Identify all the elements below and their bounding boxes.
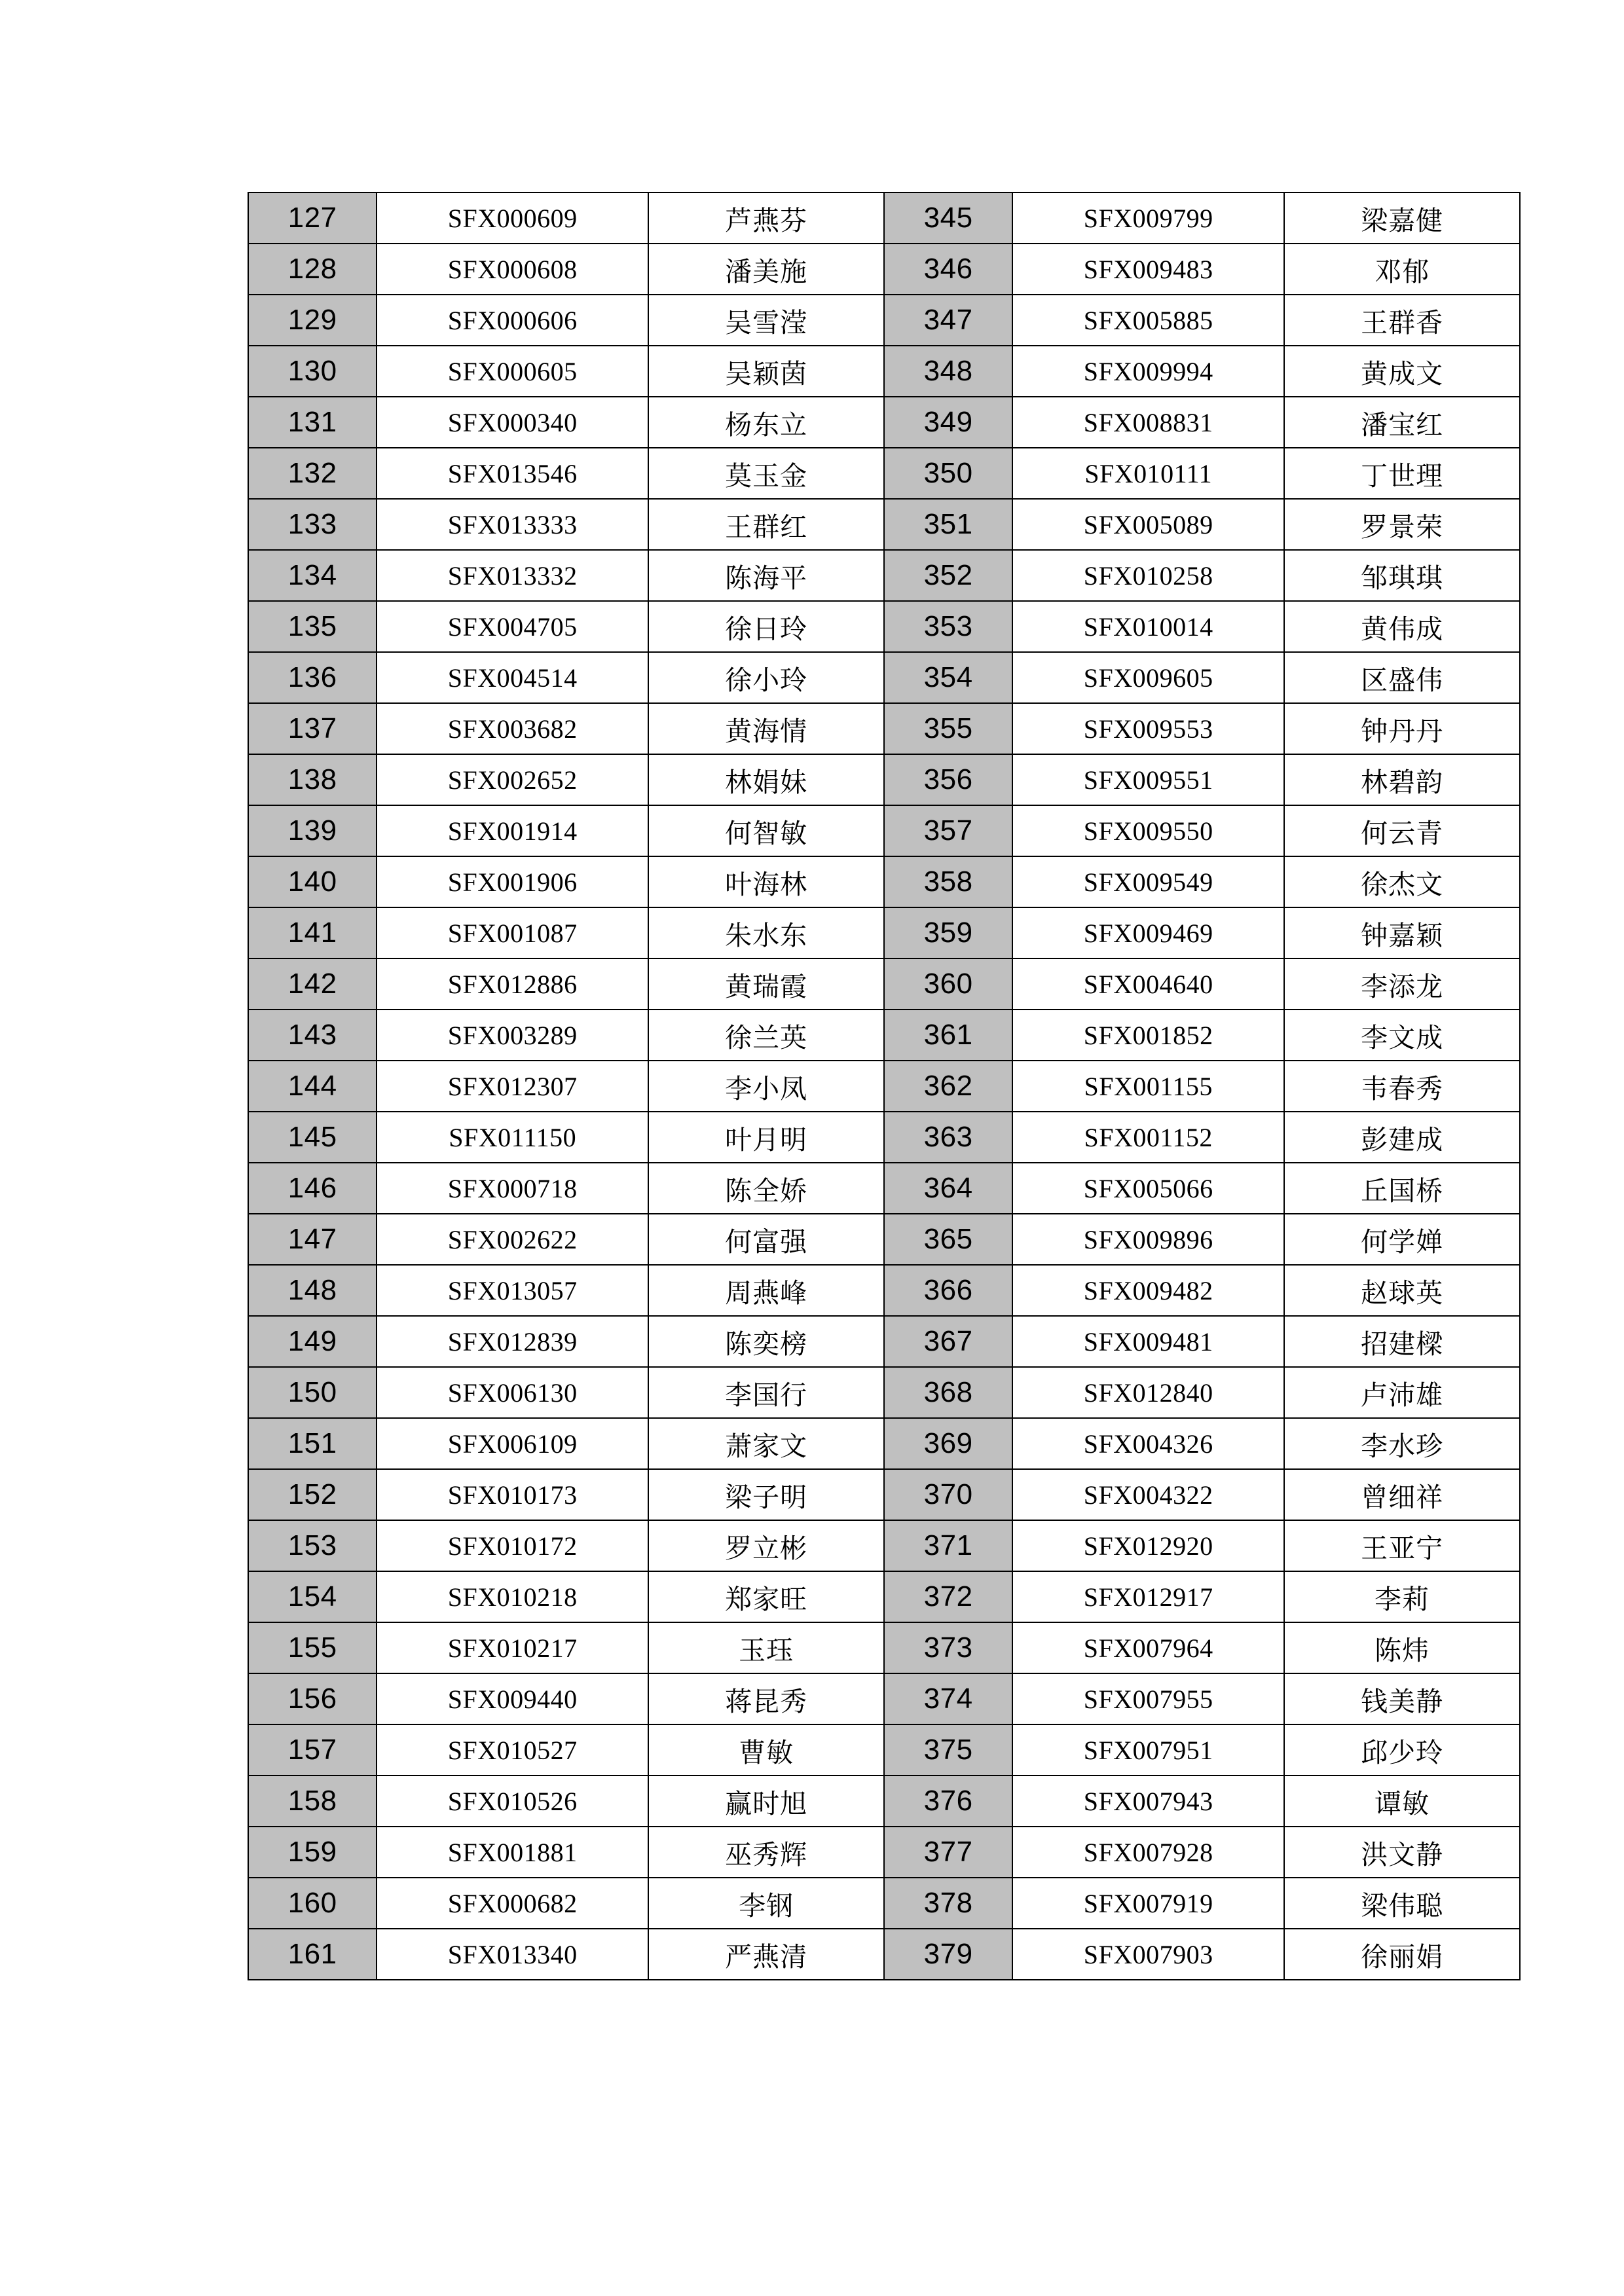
- table-row: [248, 958, 1520, 1010]
- row-name-cell-left: 陈全娇: [648, 1163, 884, 1214]
- row-name-cell-left: 黄海情: [648, 703, 884, 754]
- row-code-cell-right: SFX004640: [1012, 958, 1284, 1010]
- row-index-cell-left: 149: [248, 1316, 377, 1367]
- row-name-cell-left: 朱水东: [648, 907, 884, 958]
- row-code-cell-left: SFX000606: [377, 295, 648, 346]
- row-name-cell-right: 彭建成: [1284, 1112, 1520, 1163]
- row-index-cell-left: 159: [248, 1827, 377, 1878]
- row-name-cell-right: 钱美静: [1284, 1673, 1520, 1724]
- row-name-cell-left: 王群红: [648, 499, 884, 550]
- row-code-cell-right: SFX007919: [1012, 1878, 1284, 1929]
- row-index-cell-left: 128: [248, 244, 377, 295]
- row-code-cell-right: SFX009549: [1012, 856, 1284, 907]
- row-name-cell-right: 邱少玲: [1284, 1724, 1520, 1776]
- row-code-cell-right: SFX005885: [1012, 295, 1284, 346]
- table-row: [248, 1163, 1520, 1214]
- table-row: [248, 856, 1520, 907]
- row-index-cell-right: 353: [884, 601, 1012, 652]
- row-index-cell-left: 134: [248, 550, 377, 601]
- row-index-cell-left: 160: [248, 1878, 377, 1929]
- row-name-cell-left: 曹敏: [648, 1724, 884, 1776]
- row-code-cell-left: SFX004514: [377, 652, 648, 703]
- row-code-cell-right: SFX009896: [1012, 1214, 1284, 1265]
- row-name-cell-left: 萧家文: [648, 1418, 884, 1469]
- table-row: [248, 1010, 1520, 1061]
- row-index-cell-left: 133: [248, 499, 377, 550]
- table-row: [248, 652, 1520, 703]
- row-code-cell-right: SFX009481: [1012, 1316, 1284, 1367]
- table-row: [248, 1622, 1520, 1673]
- row-name-cell-right: 潘宝红: [1284, 397, 1520, 448]
- table-row: [248, 499, 1520, 550]
- row-code-cell-left: SFX011150: [377, 1112, 648, 1163]
- row-code-cell-right: SFX009482: [1012, 1265, 1284, 1316]
- row-name-cell-left: 赢时旭: [648, 1776, 884, 1827]
- row-name-cell-right: 李添龙: [1284, 958, 1520, 1010]
- row-name-cell-right: 何云青: [1284, 805, 1520, 856]
- row-index-cell-left: 136: [248, 652, 377, 703]
- row-index-cell-right: 365: [884, 1214, 1012, 1265]
- row-index-cell-right: 355: [884, 703, 1012, 754]
- row-name-cell-right: 曾细祥: [1284, 1469, 1520, 1520]
- row-index-cell-right: 356: [884, 754, 1012, 805]
- row-index-cell-right: 348: [884, 346, 1012, 397]
- row-index-cell-left: 153: [248, 1520, 377, 1571]
- row-code-cell-right: SFX007903: [1012, 1929, 1284, 1980]
- row-name-cell-left: 李小凤: [648, 1061, 884, 1112]
- row-index-cell-right: 375: [884, 1724, 1012, 1776]
- row-name-cell-right: 李水珍: [1284, 1418, 1520, 1469]
- row-code-cell-left: SFX002652: [377, 754, 648, 805]
- row-name-cell-left: 黄瑞霞: [648, 958, 884, 1010]
- row-name-cell-right: 钟嘉颖: [1284, 907, 1520, 958]
- table-row: [248, 397, 1520, 448]
- row-index-cell-left: 147: [248, 1214, 377, 1265]
- row-code-cell-left: SFX009440: [377, 1673, 648, 1724]
- table-row: [248, 192, 1520, 244]
- row-index-cell-left: 146: [248, 1163, 377, 1214]
- table-row: [248, 346, 1520, 397]
- row-index-cell-right: 376: [884, 1776, 1012, 1827]
- row-name-cell-right: 王亚宁: [1284, 1520, 1520, 1571]
- row-name-cell-right: 招建樑: [1284, 1316, 1520, 1367]
- row-code-cell-left: SFX010217: [377, 1622, 648, 1673]
- row-index-cell-left: 158: [248, 1776, 377, 1827]
- row-index-cell-left: 143: [248, 1010, 377, 1061]
- row-index-cell-right: 378: [884, 1878, 1012, 1929]
- table-row: [248, 1316, 1520, 1367]
- row-code-cell-right: SFX010111: [1012, 448, 1284, 499]
- row-index-cell-left: 156: [248, 1673, 377, 1724]
- row-index-cell-left: 155: [248, 1622, 377, 1673]
- row-index-cell-left: 138: [248, 754, 377, 805]
- row-index-cell-right: 370: [884, 1469, 1012, 1520]
- row-name-cell-right: 邹琪琪: [1284, 550, 1520, 601]
- roster-table: [248, 192, 1521, 1980]
- row-name-cell-right: 黄成文: [1284, 346, 1520, 397]
- row-code-cell-right: SFX004326: [1012, 1418, 1284, 1469]
- row-code-cell-right: SFX009799: [1012, 192, 1284, 244]
- table-row: [248, 601, 1520, 652]
- row-name-cell-right: 李文成: [1284, 1010, 1520, 1061]
- row-name-cell-left: 林娟妹: [648, 754, 884, 805]
- table-row: [248, 1214, 1520, 1265]
- row-index-cell-right: 351: [884, 499, 1012, 550]
- row-index-cell-right: 374: [884, 1673, 1012, 1724]
- row-index-cell-left: 140: [248, 856, 377, 907]
- row-index-cell-right: 369: [884, 1418, 1012, 1469]
- row-code-cell-right: SFX001155: [1012, 1061, 1284, 1112]
- row-name-cell-left: 陈海平: [648, 550, 884, 601]
- row-code-cell-left: SFX010218: [377, 1571, 648, 1622]
- row-name-cell-left: 杨东立: [648, 397, 884, 448]
- row-code-cell-left: SFX001881: [377, 1827, 648, 1878]
- table-row: [248, 244, 1520, 295]
- row-name-cell-left: 叶海林: [648, 856, 884, 907]
- table-row: [248, 1418, 1520, 1469]
- table-row: [248, 1112, 1520, 1163]
- row-name-cell-left: 吴雪滢: [648, 295, 884, 346]
- row-index-cell-left: 161: [248, 1929, 377, 1980]
- row-code-cell-right: SFX009551: [1012, 754, 1284, 805]
- row-code-cell-right: SFX009605: [1012, 652, 1284, 703]
- row-index-cell-right: 364: [884, 1163, 1012, 1214]
- roster-table-body: [248, 192, 1520, 1980]
- row-code-cell-left: SFX010173: [377, 1469, 648, 1520]
- row-index-cell-left: 132: [248, 448, 377, 499]
- row-index-cell-left: 142: [248, 958, 377, 1010]
- row-code-cell-right: SFX007943: [1012, 1776, 1284, 1827]
- row-name-cell-left: 李钢: [648, 1878, 884, 1929]
- row-index-cell-right: 379: [884, 1929, 1012, 1980]
- row-name-cell-left: 徐日玲: [648, 601, 884, 652]
- row-code-cell-left: SFX000682: [377, 1878, 648, 1929]
- row-code-cell-right: SFX009469: [1012, 907, 1284, 958]
- table-row: [248, 550, 1520, 601]
- table-row: [248, 1061, 1520, 1112]
- row-index-cell-right: 345: [884, 192, 1012, 244]
- row-code-cell-left: SFX001914: [377, 805, 648, 856]
- row-code-cell-right: SFX009550: [1012, 805, 1284, 856]
- table-row: [248, 448, 1520, 499]
- row-index-cell-left: 131: [248, 397, 377, 448]
- row-code-cell-left: SFX010526: [377, 1776, 648, 1827]
- row-code-cell-right: SFX008831: [1012, 397, 1284, 448]
- row-code-cell-right: SFX005066: [1012, 1163, 1284, 1214]
- row-index-cell-left: 127: [248, 192, 377, 244]
- row-code-cell-right: SFX012920: [1012, 1520, 1284, 1571]
- row-index-cell-left: 150: [248, 1367, 377, 1418]
- row-name-cell-right: 黄伟成: [1284, 601, 1520, 652]
- row-index-cell-right: 349: [884, 397, 1012, 448]
- row-index-cell-right: 346: [884, 244, 1012, 295]
- table-row: [248, 754, 1520, 805]
- row-name-cell-right: 韦春秀: [1284, 1061, 1520, 1112]
- row-name-cell-left: 叶月明: [648, 1112, 884, 1163]
- row-name-cell-right: 邓郁: [1284, 244, 1520, 295]
- table-row: [248, 805, 1520, 856]
- row-code-cell-right: SFX009483: [1012, 244, 1284, 295]
- row-index-cell-left: 145: [248, 1112, 377, 1163]
- row-code-cell-right: SFX010258: [1012, 550, 1284, 601]
- row-name-cell-left: 吴颖茵: [648, 346, 884, 397]
- row-index-cell-left: 151: [248, 1418, 377, 1469]
- row-code-cell-right: SFX007928: [1012, 1827, 1284, 1878]
- table-row: [248, 1827, 1520, 1878]
- row-name-cell-left: 罗立彬: [648, 1520, 884, 1571]
- row-index-cell-right: 357: [884, 805, 1012, 856]
- table-row: [248, 1724, 1520, 1776]
- row-code-cell-left: SFX003289: [377, 1010, 648, 1061]
- row-name-cell-left: 何富强: [648, 1214, 884, 1265]
- table-row: [248, 1265, 1520, 1316]
- row-index-cell-right: 366: [884, 1265, 1012, 1316]
- row-name-cell-right: 赵球英: [1284, 1265, 1520, 1316]
- table-row: [248, 1929, 1520, 1980]
- row-index-cell-left: 135: [248, 601, 377, 652]
- row-index-cell-left: 137: [248, 703, 377, 754]
- row-name-cell-left: 巫秀辉: [648, 1827, 884, 1878]
- roster-table-container: [248, 192, 1521, 1980]
- table-row: [248, 1367, 1520, 1418]
- row-code-cell-right: SFX007964: [1012, 1622, 1284, 1673]
- row-index-cell-right: 373: [884, 1622, 1012, 1673]
- row-code-cell-right: SFX001852: [1012, 1010, 1284, 1061]
- row-code-cell-left: SFX003682: [377, 703, 648, 754]
- row-name-cell-left: 陈奕榜: [648, 1316, 884, 1367]
- row-code-cell-left: SFX006130: [377, 1367, 648, 1418]
- row-code-cell-left: SFX013333: [377, 499, 648, 550]
- row-name-cell-left: 蒋昆秀: [648, 1673, 884, 1724]
- row-name-cell-left: 徐小玲: [648, 652, 884, 703]
- row-code-cell-left: SFX000609: [377, 192, 648, 244]
- row-index-cell-left: 152: [248, 1469, 377, 1520]
- row-index-cell-right: 363: [884, 1112, 1012, 1163]
- table-row: [248, 295, 1520, 346]
- row-code-cell-left: SFX000340: [377, 397, 648, 448]
- row-name-cell-right: 何学婵: [1284, 1214, 1520, 1265]
- row-code-cell-left: SFX012886: [377, 958, 648, 1010]
- row-code-cell-right: SFX009994: [1012, 346, 1284, 397]
- row-name-cell-right: 卢沛雄: [1284, 1367, 1520, 1418]
- row-code-cell-left: SFX001906: [377, 856, 648, 907]
- row-index-cell-right: 362: [884, 1061, 1012, 1112]
- table-row: [248, 1878, 1520, 1929]
- row-name-cell-right: 徐杰文: [1284, 856, 1520, 907]
- row-index-cell-left: 129: [248, 295, 377, 346]
- row-code-cell-right: SFX012840: [1012, 1367, 1284, 1418]
- row-code-cell-left: SFX013332: [377, 550, 648, 601]
- row-name-cell-left: 梁子明: [648, 1469, 884, 1520]
- row-index-cell-right: 361: [884, 1010, 1012, 1061]
- row-index-cell-right: 354: [884, 652, 1012, 703]
- row-name-cell-left: 周燕峰: [648, 1265, 884, 1316]
- row-index-cell-left: 139: [248, 805, 377, 856]
- row-name-cell-right: 梁嘉健: [1284, 192, 1520, 244]
- table-row: [248, 703, 1520, 754]
- row-code-cell-left: SFX000605: [377, 346, 648, 397]
- row-code-cell-left: SFX001087: [377, 907, 648, 958]
- row-index-cell-right: 359: [884, 907, 1012, 958]
- row-code-cell-right: SFX007951: [1012, 1724, 1284, 1776]
- row-name-cell-right: 陈炜: [1284, 1622, 1520, 1673]
- row-index-cell-right: 367: [884, 1316, 1012, 1367]
- row-index-cell-right: 352: [884, 550, 1012, 601]
- row-name-cell-right: 区盛伟: [1284, 652, 1520, 703]
- row-code-cell-right: SFX009553: [1012, 703, 1284, 754]
- row-index-cell-right: 347: [884, 295, 1012, 346]
- row-index-cell-right: 368: [884, 1367, 1012, 1418]
- row-index-cell-left: 141: [248, 907, 377, 958]
- row-code-cell-left: SFX013546: [377, 448, 648, 499]
- row-name-cell-right: 王群香: [1284, 295, 1520, 346]
- row-index-cell-left: 157: [248, 1724, 377, 1776]
- row-code-cell-right: SFX001152: [1012, 1112, 1284, 1163]
- row-index-cell-right: 358: [884, 856, 1012, 907]
- row-code-cell-right: SFX012917: [1012, 1571, 1284, 1622]
- row-name-cell-right: 钟丹丹: [1284, 703, 1520, 754]
- row-code-cell-left: SFX010527: [377, 1724, 648, 1776]
- row-code-cell-left: SFX013340: [377, 1929, 648, 1980]
- row-code-cell-left: SFX002622: [377, 1214, 648, 1265]
- row-index-cell-right: 371: [884, 1520, 1012, 1571]
- row-index-cell-left: 144: [248, 1061, 377, 1112]
- table-row: [248, 1673, 1520, 1724]
- row-code-cell-left: SFX000608: [377, 244, 648, 295]
- row-name-cell-right: 丁世理: [1284, 448, 1520, 499]
- row-name-cell-left: 玉珏: [648, 1622, 884, 1673]
- table-row: [248, 1776, 1520, 1827]
- row-code-cell-right: SFX007955: [1012, 1673, 1284, 1724]
- row-code-cell-left: SFX004705: [377, 601, 648, 652]
- row-name-cell-right: 谭敏: [1284, 1776, 1520, 1827]
- row-name-cell-left: 潘美施: [648, 244, 884, 295]
- row-name-cell-left: 芦燕芬: [648, 192, 884, 244]
- row-name-cell-right: 李莉: [1284, 1571, 1520, 1622]
- row-code-cell-left: SFX006109: [377, 1418, 648, 1469]
- table-row: [248, 1520, 1520, 1571]
- row-code-cell-right: SFX005089: [1012, 499, 1284, 550]
- row-code-cell-left: SFX012839: [377, 1316, 648, 1367]
- row-name-cell-right: 梁伟聪: [1284, 1878, 1520, 1929]
- row-index-cell-right: 350: [884, 448, 1012, 499]
- row-index-cell-right: 360: [884, 958, 1012, 1010]
- row-code-cell-left: SFX012307: [377, 1061, 648, 1112]
- row-name-cell-left: 李国行: [648, 1367, 884, 1418]
- row-name-cell-left: 徐兰英: [648, 1010, 884, 1061]
- row-index-cell-left: 130: [248, 346, 377, 397]
- row-index-cell-right: 377: [884, 1827, 1012, 1878]
- table-row: [248, 1571, 1520, 1622]
- row-index-cell-left: 148: [248, 1265, 377, 1316]
- row-code-cell-right: SFX010014: [1012, 601, 1284, 652]
- row-name-cell-left: 莫玉金: [648, 448, 884, 499]
- row-code-cell-left: SFX013057: [377, 1265, 648, 1316]
- row-name-cell-right: 徐丽娟: [1284, 1929, 1520, 1980]
- row-index-cell-right: 372: [884, 1571, 1012, 1622]
- row-code-cell-left: SFX010172: [377, 1520, 648, 1571]
- row-name-cell-right: 丘国桥: [1284, 1163, 1520, 1214]
- row-name-cell-right: 林碧韵: [1284, 754, 1520, 805]
- row-name-cell-left: 何智敏: [648, 805, 884, 856]
- row-name-cell-right: 洪文静: [1284, 1827, 1520, 1878]
- row-index-cell-left: 154: [248, 1571, 377, 1622]
- row-name-cell-left: 郑家旺: [648, 1571, 884, 1622]
- row-name-cell-left: 严燕清: [648, 1929, 884, 1980]
- row-code-cell-right: SFX004322: [1012, 1469, 1284, 1520]
- row-name-cell-right: 罗景荣: [1284, 499, 1520, 550]
- table-row: [248, 1469, 1520, 1520]
- table-row: [248, 907, 1520, 958]
- row-code-cell-left: SFX000718: [377, 1163, 648, 1214]
